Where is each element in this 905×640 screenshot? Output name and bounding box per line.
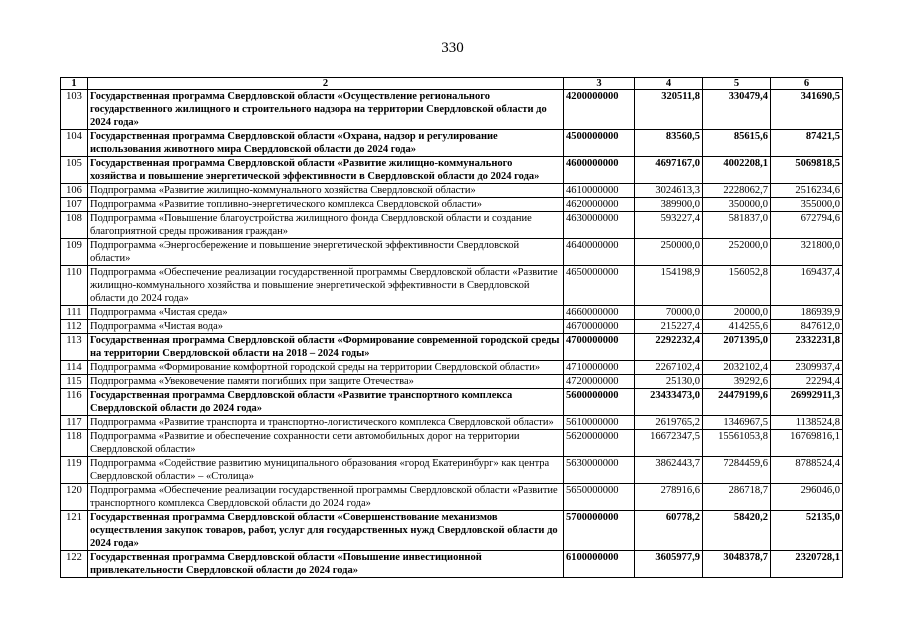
row-code: 4640000000 bbox=[564, 239, 635, 266]
row-name: Подпрограмма «Развитие топливно-энергетического комплекса Свердловской области» bbox=[88, 198, 564, 212]
row-value-6: 296046,0 bbox=[771, 484, 843, 511]
row-name: Государственная программа Свердловской области «Повышение инвестиционной привлекательности Свердловской области до 2024 года» bbox=[88, 551, 564, 578]
row-code: 4630000000 bbox=[564, 212, 635, 239]
row-name: Подпрограмма «Чистая вода» bbox=[88, 320, 564, 334]
row-value-5: 252000,0 bbox=[703, 239, 771, 266]
table-row bbox=[61, 184, 843, 198]
budget-table bbox=[60, 77, 843, 578]
table-row bbox=[61, 212, 843, 239]
row-value-4: 593227,4 bbox=[635, 212, 703, 239]
row-value-5: 156052,8 bbox=[703, 266, 771, 306]
row-code: 5620000000 bbox=[564, 430, 635, 457]
row-code: 5610000000 bbox=[564, 416, 635, 430]
row-code: 5700000000 bbox=[564, 511, 635, 551]
table-row bbox=[61, 320, 843, 334]
row-value-4: 154198,9 bbox=[635, 266, 703, 306]
row-value-5: 286718,7 bbox=[703, 484, 771, 511]
row-number: 115 bbox=[61, 375, 88, 389]
row-number: 106 bbox=[61, 184, 88, 198]
row-number: 105 bbox=[61, 157, 88, 184]
row-name: Подпрограмма «Содействие развитию муниципального образования «город Екатеринбург» как центра Свердловской области» – «Столица» bbox=[88, 457, 564, 484]
row-number: 110 bbox=[61, 266, 88, 306]
row-code: 5650000000 bbox=[564, 484, 635, 511]
row-code: 5630000000 bbox=[564, 457, 635, 484]
row-value-5: 581837,0 bbox=[703, 212, 771, 239]
row-code: 4600000000 bbox=[564, 157, 635, 184]
row-value-6: 341690,5 bbox=[771, 90, 843, 130]
row-value-5: 2032102,4 bbox=[703, 361, 771, 375]
row-value-6: 52135,0 bbox=[771, 511, 843, 551]
header-col-2: 2 bbox=[88, 78, 564, 90]
row-value-4: 2267102,4 bbox=[635, 361, 703, 375]
row-number: 112 bbox=[61, 320, 88, 334]
row-name: Государственная программа Свердловской области «Совершенствование механизмов осуществления закупок товаров, работ, услуг для государственных нужд Свердловской области до 2024 года» bbox=[88, 511, 564, 551]
row-code: 4710000000 bbox=[564, 361, 635, 375]
row-number: 113 bbox=[61, 334, 88, 361]
row-name: Государственная программа Свердловской области «Охрана, надзор и регулирование использования животного мира Свердловской области до 2024 года» bbox=[88, 130, 564, 157]
row-value-6: 87421,5 bbox=[771, 130, 843, 157]
table-row bbox=[61, 416, 843, 430]
row-value-6: 5069818,5 bbox=[771, 157, 843, 184]
row-value-5: 350000,0 bbox=[703, 198, 771, 212]
table-row bbox=[61, 375, 843, 389]
row-value-4: 70000,0 bbox=[635, 306, 703, 320]
row-name: Подпрограмма «Чистая среда» bbox=[88, 306, 564, 320]
row-value-4: 60778,2 bbox=[635, 511, 703, 551]
row-value-4: 320511,8 bbox=[635, 90, 703, 130]
row-value-4: 25130,0 bbox=[635, 375, 703, 389]
row-value-4: 83560,5 bbox=[635, 130, 703, 157]
row-name: Подпрограмма «Обеспечение реализации государственной программы Свердловской области «Развитие транспортного комплекса Свердловской области до 2024 года» bbox=[88, 484, 564, 511]
row-value-6: 2332231,8 bbox=[771, 334, 843, 361]
table-row bbox=[61, 157, 843, 184]
row-name: Подпрограмма «Обеспечение реализации государственной программы Свердловской области «Развитие жилищно-коммунального хозяйства и повышение энергетической эффективности в Свердловской области до 2024 года» bbox=[88, 266, 564, 306]
table-row bbox=[61, 266, 843, 306]
header-col-5: 5 bbox=[703, 78, 771, 90]
row-value-5: 39292,6 bbox=[703, 375, 771, 389]
row-value-5: 85615,6 bbox=[703, 130, 771, 157]
header-col-3: 3 bbox=[564, 78, 635, 90]
row-value-5: 1346967,5 bbox=[703, 416, 771, 430]
row-number: 108 bbox=[61, 212, 88, 239]
row-code: 4200000000 bbox=[564, 90, 635, 130]
header-row bbox=[61, 78, 843, 90]
table-row bbox=[61, 430, 843, 457]
row-value-4: 3605977,9 bbox=[635, 551, 703, 578]
row-name: Государственная программа Свердловской области «Развитие транспортного комплекса Свердловской области до 2024 года» bbox=[88, 389, 564, 416]
table-row bbox=[61, 90, 843, 130]
table-row bbox=[61, 198, 843, 212]
header-col-6: 6 bbox=[771, 78, 843, 90]
row-value-4: 4697167,0 bbox=[635, 157, 703, 184]
row-code: 4670000000 bbox=[564, 320, 635, 334]
row-value-5: 20000,0 bbox=[703, 306, 771, 320]
row-number: 116 bbox=[61, 389, 88, 416]
row-value-5: 330479,4 bbox=[703, 90, 771, 130]
row-name: Подпрограмма «Энергосбережение и повышение энергетической эффективности Свердловской области» bbox=[88, 239, 564, 266]
row-number: 120 bbox=[61, 484, 88, 511]
page-number: 330 bbox=[441, 40, 464, 56]
row-value-6: 847612,0 bbox=[771, 320, 843, 334]
row-name: Государственная программа Свердловской области «Формирование современной городской среды на территории Свердловской области на 2018 – 2024 годы» bbox=[88, 334, 564, 361]
row-value-5: 2228062,7 bbox=[703, 184, 771, 198]
table-row bbox=[61, 551, 843, 578]
table-row bbox=[61, 239, 843, 266]
row-number: 109 bbox=[61, 239, 88, 266]
row-value-5: 24479199,6 bbox=[703, 389, 771, 416]
row-name: Подпрограмма «Формирование комфортной городской среды на территории Свердловской области» bbox=[88, 361, 564, 375]
row-code: 4720000000 bbox=[564, 375, 635, 389]
row-value-4: 215227,4 bbox=[635, 320, 703, 334]
row-value-4: 2619765,2 bbox=[635, 416, 703, 430]
row-name: Подпрограмма «Увековечение памяти погибших при защите Отечества» bbox=[88, 375, 564, 389]
row-value-6: 2320728,1 bbox=[771, 551, 843, 578]
row-value-5: 2071395,0 bbox=[703, 334, 771, 361]
row-value-4: 16672347,5 bbox=[635, 430, 703, 457]
row-value-5: 3048378,7 bbox=[703, 551, 771, 578]
row-number: 119 bbox=[61, 457, 88, 484]
row-name: Подпрограмма «Повышение благоустройства жилищного фонда Свердловской области и создание благоприятной среды проживания граждан» bbox=[88, 212, 564, 239]
table-row bbox=[61, 484, 843, 511]
row-value-5: 7284459,6 bbox=[703, 457, 771, 484]
row-code: 4610000000 bbox=[564, 184, 635, 198]
row-value-6: 1138524,8 bbox=[771, 416, 843, 430]
table-row bbox=[61, 306, 843, 320]
table-row bbox=[61, 361, 843, 375]
row-value-6: 26992911,3 bbox=[771, 389, 843, 416]
table-row bbox=[61, 511, 843, 551]
row-value-4: 2292232,4 bbox=[635, 334, 703, 361]
header-col-4: 4 bbox=[635, 78, 703, 90]
row-name: Подпрограмма «Развитие транспорта и транспортно-логистического комплекса Свердловской области» bbox=[88, 416, 564, 430]
row-value-5: 4002208,1 bbox=[703, 157, 771, 184]
row-value-6: 8788524,4 bbox=[771, 457, 843, 484]
row-value-6: 16769816,1 bbox=[771, 430, 843, 457]
row-code: 4660000000 bbox=[564, 306, 635, 320]
row-number: 104 bbox=[61, 130, 88, 157]
row-value-4: 3024613,3 bbox=[635, 184, 703, 198]
row-value-6: 2309937,4 bbox=[771, 361, 843, 375]
row-value-4: 23433473,0 bbox=[635, 389, 703, 416]
row-name: Государственная программа Свердловской области «Развитие жилищно-коммунального хозяйства и повышение энергетической эффективности в Свердловской области до 2024 года» bbox=[88, 157, 564, 184]
table-row bbox=[61, 130, 843, 157]
row-number: 121 bbox=[61, 511, 88, 551]
row-value-6: 186939,9 bbox=[771, 306, 843, 320]
row-number: 118 bbox=[61, 430, 88, 457]
row-value-5: 15561053,8 bbox=[703, 430, 771, 457]
row-value-4: 3862443,7 bbox=[635, 457, 703, 484]
table-row bbox=[61, 457, 843, 484]
row-name: Подпрограмма «Развитие и обеспечение сохранности сети автомобильных дорог на территории Свердловской области» bbox=[88, 430, 564, 457]
row-value-6: 22294,4 bbox=[771, 375, 843, 389]
row-value-6: 2516234,6 bbox=[771, 184, 843, 198]
row-number: 103 bbox=[61, 90, 88, 130]
row-code: 5600000000 bbox=[564, 389, 635, 416]
row-value-5: 414255,6 bbox=[703, 320, 771, 334]
row-value-6: 355000,0 bbox=[771, 198, 843, 212]
row-value-6: 169437,4 bbox=[771, 266, 843, 306]
table-body bbox=[61, 90, 843, 578]
row-value-4: 278916,6 bbox=[635, 484, 703, 511]
row-code: 4650000000 bbox=[564, 266, 635, 306]
header-col-1: 1 bbox=[61, 78, 88, 90]
row-value-4: 389900,0 bbox=[635, 198, 703, 212]
table-row bbox=[61, 334, 843, 361]
row-code: 4620000000 bbox=[564, 198, 635, 212]
row-value-4: 250000,0 bbox=[635, 239, 703, 266]
row-code: 4700000000 bbox=[564, 334, 635, 361]
row-code: 6100000000 bbox=[564, 551, 635, 578]
row-number: 117 bbox=[61, 416, 88, 430]
row-value-6: 321800,0 bbox=[771, 239, 843, 266]
row-name: Государственная программа Свердловской области «Осуществление регионального государственного жилищного и строительного надзора на территории Свердловской области до 2024 года» bbox=[88, 90, 564, 130]
row-number: 111 bbox=[61, 306, 88, 320]
row-value-6: 672794,6 bbox=[771, 212, 843, 239]
row-name: Подпрограмма «Развитие жилищно-коммунального хозяйства Свердловской области» bbox=[88, 184, 564, 198]
table-row bbox=[61, 389, 843, 416]
row-value-5: 58420,2 bbox=[703, 511, 771, 551]
row-code: 4500000000 bbox=[564, 130, 635, 157]
row-number: 114 bbox=[61, 361, 88, 375]
row-number: 107 bbox=[61, 198, 88, 212]
row-number: 122 bbox=[61, 551, 88, 578]
